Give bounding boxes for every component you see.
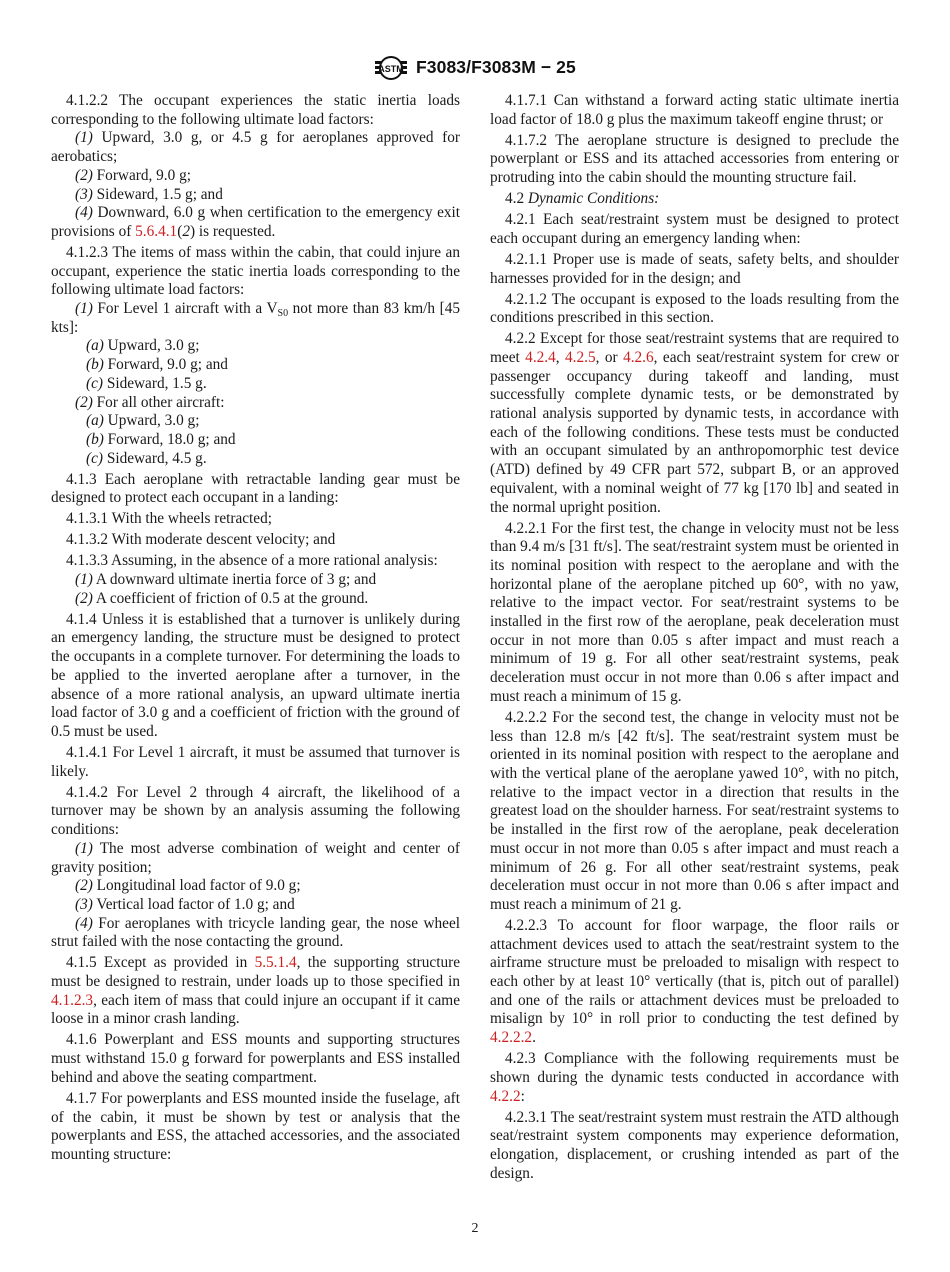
list-item: (a) Upward, 3.0 g; [86,412,200,430]
para-4-2-3: 4.2.3 Compliance with the following requirements must be shown during the dynamic tests conducted in accordance with 4.2.2: [490,1050,899,1105]
list-item: (1) For Level 1 aircraft with a $V_{S0}$ not more than 83 km/h [45 kts]: [51,300,460,336]
list-item: (2) Forward, 9.0 g; [75,166,191,184]
list-item: (4) Downward, 6.0 g when certification to the emergency exit provisions of 5.6.4.1(2) is requested. [51,204,461,240]
ref-link-4-2-2-2[interactable]: 4.2.2.2 [490,1029,533,1047]
para-4-1-3-3: 4.1.3.3 Assuming, in the absence of a more rational analysis: [66,552,438,570]
ref-link-4-2-6[interactable]: 4.2.6 [623,348,654,366]
para-4-1-6: 4.1.6 Powerplant and ESS mounts and supporting structures must withstand 15.0 g forward for powerplants and ESS installed behind and above the seating compartment. [51,1031,460,1086]
list-item: (1) A downward ultimate inertia force of 3 g; and [75,571,377,589]
list-item: (a) Upward, 3.0 g; [86,337,200,355]
list-item: (2) A coefficient of friction of 0.5 at the ground. [75,589,369,607]
right-column [490,92,899,1186]
para-4-2-2-2: 4.2.2.2 For the second test, the change in velocity must not be less than 12.8 m/s [42 ft/s]. The seat/restraint system must be oriented in its nominal position with respect to the aeroplane and with the vertical plane of the aeroplane yawed 10°, with no pitch, relative to the impact vector in a direction that results in the greatest load on the shoulder harness. For seat/restraint systems to be installed in the first row of the aeroplane, peak deceleration must occur in not more than 0.05 s after impact and must reach a minimum of 26 g. For all other seat/restraint systems, peak deceleration must occur in not more than 0.06 s after impact and must reach a minimum of 21 g. [490,708,899,913]
left-column [51,92,460,1167]
para-4-1-3: 4.1.3 Each aeroplane with retractable landing gear must be designed to protect each occupant in a landing: [51,470,460,507]
ref-link-4-1-2-3[interactable]: 4.1.2.3 [51,991,94,1009]
para-4-2-3-1: 4.2.3.1 The seat/restraint system must restrain the ATD although seat/restraint system components may experience deformation, elongation, displacement, or crushing intended as part of the design. [490,1108,899,1182]
para-4-1-2-3: 4.1.2.3 The items of mass within the cabin, that could injure an occupant, experience the static inertia loads corresponding to the following ultimate load factors: [51,243,460,299]
list-item: (3) Sideward, 1.5 g; and [75,185,223,203]
ref-link-5-6-4-1[interactable]: 5.6.4.1 [135,222,178,240]
list-item: (3) Vertical load factor of 1.0 g; and [75,895,295,913]
list-item: (4) For aeroplanes with tricycle landing gear, the nose wheel strut failed with the nose contacting the ground. [51,914,460,951]
list-item: (1) The most adverse combination of weight and center of gravity position; [51,839,460,876]
para-4-1-3-1: 4.1.3.1 With the wheels retracted; [66,510,272,528]
para-4-1-5: 4.1.5 Except as provided in 5.5.1.4, the supporting structure must be designed to restrain, under loads up to those specified in 4.1.2.3, each item of mass that could injure an occupant if it came loose in a minor crash landing. [51,954,460,1028]
para-4-1-7-2: 4.1.7.2 The aeroplane structure is designed to preclude the powerplant or ESS and its attached accessories from entering or protruding into the cabin should the mounting structure fail. [490,131,899,187]
list-item: (b) Forward, 9.0 g; and [86,356,228,374]
list-item: (2) Longitudinal load factor of 9.0 g; [75,877,301,895]
para-4-1-2-2: 4.1.2.2 The occupant experiences the static inertia loads corresponding to the following ultimate load factors: [51,92,460,128]
para-4-1-4-1: 4.1.4.1 For Level 1 aircraft, it must be assumed that turnover is likely. [51,743,460,780]
para-4-1-7-1: 4.1.7.1 Can withstand a forward acting static ultimate inertia load factor of 18.0 g plus the maximum takeoff engine thrust; or [490,92,899,128]
para-4-2-2: 4.2.2 Except for those seat/restraint systems that are required to meet 4.2.4, 4.2.5, or 4.2.6, each seat/restraint system for crew or passenger occupancy during takeoff and landing, must successfully complete dynamic tests, or be demonstrated by rational analysis supported by dynamic tests, in accordance with each of the following conditions. These tests must be conducted with an occupant simulated by an anthropomorphic test device (ATD) defined by 49 CFR part 572, subpart B, or an approved equivalent, with a nominal weight of 77 kg [170 lb] and seated in the normal upright position. [490,330,900,516]
para-4-2-1-2: 4.2.1.2 The occupant is exposed to the loads resulting from the conditions prescribed in this section. [490,290,899,327]
list-item: (c) Sideward, 4.5 g. [86,449,207,467]
para-4-1-4-2: 4.1.4.2 For Level 2 through 4 aircraft, the likelihood of a turnover may be shown by an analysis assuming the following conditions: [51,783,460,839]
list-item: (1) Upward, 3.0 g, or 4.5 g for aeroplanes approved for aerobatics; [51,129,460,166]
page-header [0,52,950,86]
list-item: (2) For all other aircraft: [75,393,225,411]
para-4-1-7: 4.1.7 For powerplants and ESS mounted inside the fuselage, aft of the cabin, it must be shown by test or analysis that the powerplants and ESS, the attached accessories, and the associated mounting structure: [51,1089,460,1163]
para-4-2-1-1: 4.2.1.1 Proper use is made of seats, safety belts, and shoulder harnesses provided for in the design; and [490,250,899,287]
document-id: F3083/F3083M − 25 [416,57,576,77]
ref-link-5-5-1-4[interactable]: 5.5.1.4 [254,954,297,972]
ref-link-4-2-2[interactable]: 4.2.2 [490,1087,521,1105]
svg-text:ASTM: ASTM [378,64,404,74]
list-item: (b) Forward, 18.0 g; and [86,430,236,448]
astm-logo-icon [372,52,410,84]
para-4-1-4: 4.1.4 Unless it is established that a turnover is unlikely during an emergency landing, the structure must be designed to protect the occupants in a complete turnover. For determining the loads to be applied to the inverted aeroplane after a turnover, in the absence of a more rational analysis, an upward ultimate inertia load factor of 3.0 g and a coefficient of friction with the ground of 0.5 must be used. [51,610,460,740]
para-4-2-1: 4.2.1 Each seat/restraint system must be designed to protect each occupant during an emergency landing when: [490,211,899,247]
para-4-2-2-3: 4.2.2.3 To account for floor warpage, the floor rails or attachment devices used to attach the seat/restraint system to the airframe structure must be preloaded to misalign with respect to each other by at least 10° vertically (that is, pitch out of parallel) and one of the rails or attachment devices must be preloaded to misalign by 10° in roll prior to conducting the test defined by 4.2.2.2. [490,916,899,1047]
para-4-2-2-1: 4.2.2.1 For the first test, the change in velocity must not be less than 9.4 m/s [31 ft/s]. The seat/restraint system must be oriented in its nominal position with respect to the aeroplane and with the horizontal plane of the aeroplane pitched up 60°, with no yaw, relative to the impact vector. For seat/restraint systems to be installed in the first row of the aeroplane, peak deceleration must occur in not more than 0.05 s after impact and must reach a minimum of 19 g. For all other seat/restraint systems, peak deceleration must occur in not more than 0.06 s after impact and must reach a minimum of 15 g. [490,519,899,705]
page-number: 2 [471,1221,479,1236]
list-item: (c) Sideward, 1.5 g. [86,374,207,392]
ref-link-4-2-5[interactable]: 4.2.5 [565,348,596,366]
section-heading-4-2: 4.2 Dynamic Conditions: [505,190,660,208]
ref-link-4-2-4[interactable]: 4.2.4 [525,348,556,366]
para-4-1-3-2: 4.1.3.2 With moderate descent velocity; and [66,531,336,549]
